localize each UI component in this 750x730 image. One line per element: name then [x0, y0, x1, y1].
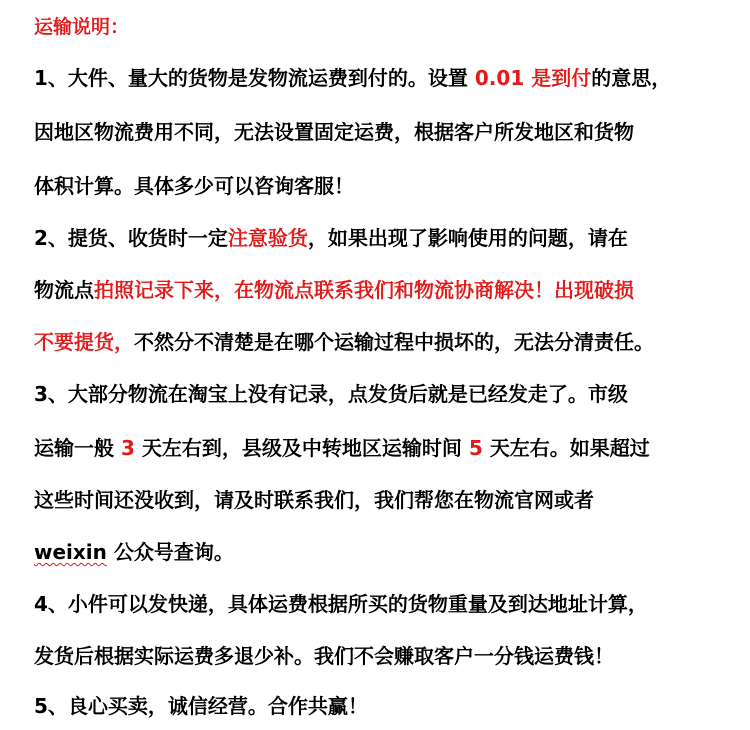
paragraph-3-line-2: 运输一般 3 天左右到，县级及中转地区运输时间 5 天左右。如果超过 — [34, 436, 650, 460]
paragraph-4-line-1: 4、小件可以发快递，具体运费根据所买的货物重量及到达地址计算， — [34, 592, 648, 616]
paragraph-1-line-2: 因地区物流费用不同，无法设置固定运费，根据客户所发地区和货物 — [34, 120, 634, 144]
paragraph-5-line-1: 5、良心买卖，诚信经营。合作共赢！ — [34, 694, 368, 718]
highlight-days-3: 3 — [120, 436, 135, 460]
paragraph-3-line-3: 这些时间还没收到，请及时联系我们，我们帮您在物流官网或者 — [34, 488, 594, 512]
paragraph-3-line-4: weixin 公众号查询。 — [34, 540, 234, 564]
highlight-cod: 0.01 是到付 — [474, 66, 592, 90]
paragraph-2-line-3: 不要提货，不然分不清楚是在哪个运输过程中损坏的，无法分清责任。 — [34, 330, 654, 354]
highlight-inspect: 注意验货 — [227, 226, 308, 250]
highlight-no-pickup: 不要提货， — [34, 330, 134, 354]
highlight-photo-record: 拍照记录下来，在物流点联系我们和物流协商解决！出现破损 — [94, 278, 634, 302]
paragraph-3-line-1: 3、大部分物流在淘宝上没有记录，点发货后就是已经发走了。市级 — [34, 382, 628, 406]
paragraph-1-line-1: 1、大件、量大的货物是发物流运费到付的。设置 0.01 是到付的意思， — [34, 66, 672, 90]
weixin-word: weixin — [34, 540, 107, 564]
paragraph-2-line-2: 物流点拍照记录下来，在物流点联系我们和物流协商解决！出现破损 — [34, 278, 634, 302]
highlight-days-5: 5 — [468, 436, 483, 460]
notice-title: 运输说明： — [34, 16, 130, 38]
paragraph-2-line-1: 2、提货、收货时一定注意验货，如果出现了影响使用的问题，请在 — [34, 226, 628, 250]
paragraph-4-line-2: 发货后根据实际运费多退少补。我们不会赚取客户一分钱运费钱！ — [34, 644, 614, 668]
paragraph-1-line-3: 体积计算。具体多少可以咨询客服！ — [34, 174, 354, 198]
